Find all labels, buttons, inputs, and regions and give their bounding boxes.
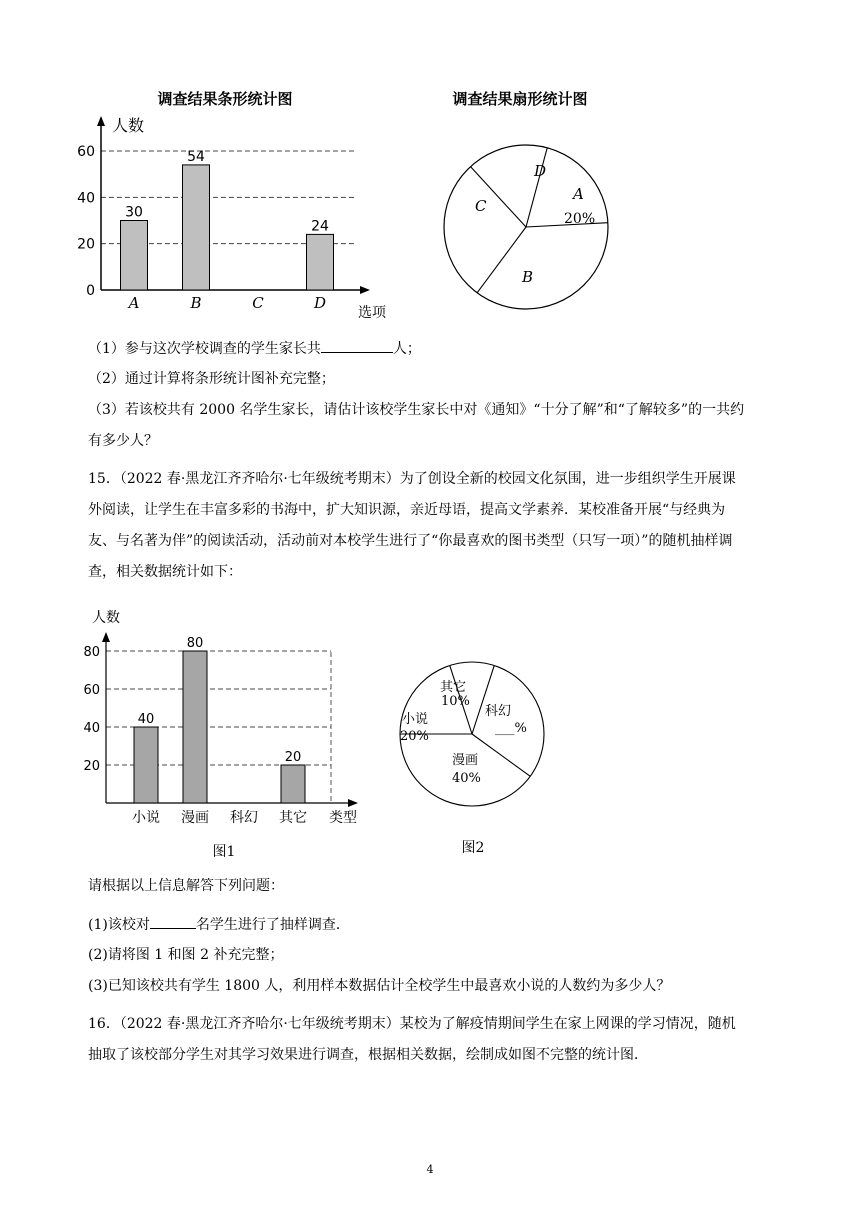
slice-percent-scifi: ___% bbox=[495, 721, 527, 736]
slice-label-scifi: 科幻 bbox=[485, 704, 512, 719]
survey-bar-chart bbox=[70, 80, 400, 325]
q14-item1-text: （1）参与这次学校调查的学生家长共 bbox=[88, 341, 321, 357]
q14-item1 bbox=[88, 338, 421, 359]
x-tick-labels bbox=[132, 809, 307, 826]
bar-0 bbox=[134, 727, 158, 803]
x-tick-label: 其它 bbox=[279, 810, 307, 826]
q16-line1: 16．（2022 春·黑龙江齐齐哈尔·七年级统考期末）某校为了解疫情期间学生在家上网课的学习情况，随机 bbox=[88, 1016, 736, 1032]
slice-label-comic: 漫画 bbox=[452, 753, 479, 768]
x-tick-label: 小说 bbox=[132, 810, 160, 826]
bar-0 bbox=[121, 221, 148, 291]
x-axis-arrow bbox=[348, 799, 358, 807]
y-tick-label: 60 bbox=[77, 144, 95, 160]
bar-1 bbox=[183, 651, 207, 803]
answer-blank[interactable] bbox=[150, 914, 196, 929]
y-tick-label: 40 bbox=[77, 190, 95, 207]
bars bbox=[121, 165, 334, 290]
page-number: 4 bbox=[426, 1163, 434, 1176]
y-axis-arrow bbox=[102, 632, 110, 642]
slice-percent-comic: 40% bbox=[452, 771, 481, 786]
q14-item1-suffix: 人； bbox=[392, 341, 421, 357]
q15-intro-line1: 15．（2022 春·黑龙江齐齐哈尔·七年级统考期末）为了创设全新的校园文化氛围，进一步组织学生开展课 bbox=[88, 471, 736, 487]
data-label: 54 bbox=[187, 148, 205, 165]
q15-item2: (2)请将图 1 和图 2 补充完整； bbox=[88, 947, 284, 963]
y-axis-label: 人数 bbox=[112, 116, 145, 135]
y-tick-labels bbox=[83, 645, 100, 774]
data-label: 20 bbox=[284, 750, 302, 765]
book-type-pie-chart bbox=[390, 660, 560, 865]
x-tick-label: B bbox=[190, 294, 202, 312]
y-axis-label: 人数 bbox=[92, 610, 120, 626]
y-tick-labels bbox=[77, 144, 95, 299]
y-axis-arrow bbox=[97, 116, 105, 126]
bar-3 bbox=[281, 765, 305, 803]
slice-boundary bbox=[526, 148, 547, 227]
figure-caption: 图2 bbox=[461, 840, 485, 856]
slice-label-novel: 小说 bbox=[402, 712, 429, 727]
x-tick-label: 科幻 bbox=[230, 810, 258, 826]
x-axis-label: 类型 bbox=[329, 810, 357, 826]
q15-intro-line3: 友、与名著为伴”的阅读活动，活动前对本校学生进行了“你最喜欢的图书类型（只写一项）”的随机抽样调 bbox=[88, 533, 733, 549]
chart-title: 调查结果条形统计图 bbox=[157, 90, 293, 108]
y-tick-label: 60 bbox=[83, 683, 100, 698]
q14-item3-line1: （3）若该校共有 2000 名学生家长，请估计该校学生家长中对《通知》“十分了解”和“了解较多”的一共约 bbox=[88, 402, 745, 418]
data-labels bbox=[138, 636, 302, 765]
x-tick-labels bbox=[127, 294, 326, 312]
y-tick-label: 20 bbox=[83, 759, 100, 774]
q15-intro-line4: 查，相关数据统计如下： bbox=[88, 564, 242, 580]
data-labels bbox=[125, 149, 329, 235]
slice-boundary bbox=[472, 666, 494, 734]
data-label: 24 bbox=[311, 218, 329, 235]
x-tick-label: C bbox=[252, 294, 264, 312]
q14-item3-line2: 有多少人？ bbox=[88, 433, 158, 449]
data-label: 30 bbox=[125, 204, 143, 221]
x-tick-label: A bbox=[128, 294, 140, 312]
q15-item1-text: (1)该校对 bbox=[88, 917, 150, 933]
book-type-bar-chart bbox=[80, 600, 380, 865]
x-tick-label: 漫画 bbox=[181, 810, 209, 826]
slice-label-b: B bbox=[522, 268, 534, 286]
x-tick-label: D bbox=[313, 294, 327, 312]
x-axis-arrow bbox=[360, 286, 370, 294]
y-tick-label: 20 bbox=[77, 236, 95, 253]
slice-label-other: 其它 bbox=[440, 680, 467, 695]
data-label: 80 bbox=[186, 636, 204, 651]
q15-item1-suffix: 名学生进行了抽样调查． bbox=[195, 917, 350, 933]
x-axis-label: 选项 bbox=[358, 305, 386, 321]
bar-1 bbox=[183, 165, 210, 290]
slice-boundary bbox=[477, 227, 526, 293]
slice-label-c: C bbox=[475, 197, 487, 215]
chart-title: 调查结果扇形统计图 bbox=[452, 90, 588, 108]
q15-item3: (3)已知该校共有学生 1800 人，利用样本数据估计全校学生中最喜欢小说的人数约为多少人？ bbox=[88, 978, 671, 994]
y-tick-label: 40 bbox=[83, 721, 100, 736]
q14-item2: （2）通过计算将条形统计图补充完整； bbox=[88, 371, 335, 387]
q16-line2: 抽取了该校部分学生对其学习效果进行调查，根据相关数据，绘制成如图不完整的统计图． bbox=[88, 1047, 648, 1063]
survey-pie-chart bbox=[430, 80, 630, 320]
slice-percent-a: 20% bbox=[564, 211, 596, 227]
slice-percent-other: 10% bbox=[441, 694, 470, 709]
data-label: 40 bbox=[137, 712, 155, 727]
slice-label-a: A bbox=[573, 185, 584, 203]
y-tick-label: 0 bbox=[86, 283, 95, 299]
q15-item1 bbox=[88, 914, 350, 935]
q15-prompt: 请根据以上信息解答下列问题： bbox=[88, 878, 284, 894]
slice-label-d: D bbox=[534, 162, 547, 180]
slice-percent-novel: 20% bbox=[400, 729, 429, 744]
y-tick-label: 80 bbox=[83, 645, 100, 660]
q15-intro-line2: 外阅读，让学生在丰富多彩的书海中，扩大知识源，亲近母语，提高文学素养．某校准备开展“与经典为 bbox=[88, 502, 726, 518]
answer-blank[interactable] bbox=[321, 338, 393, 353]
slice-boundary bbox=[472, 734, 530, 776]
bar-3 bbox=[307, 234, 334, 290]
figure-caption: 图1 bbox=[212, 844, 236, 860]
